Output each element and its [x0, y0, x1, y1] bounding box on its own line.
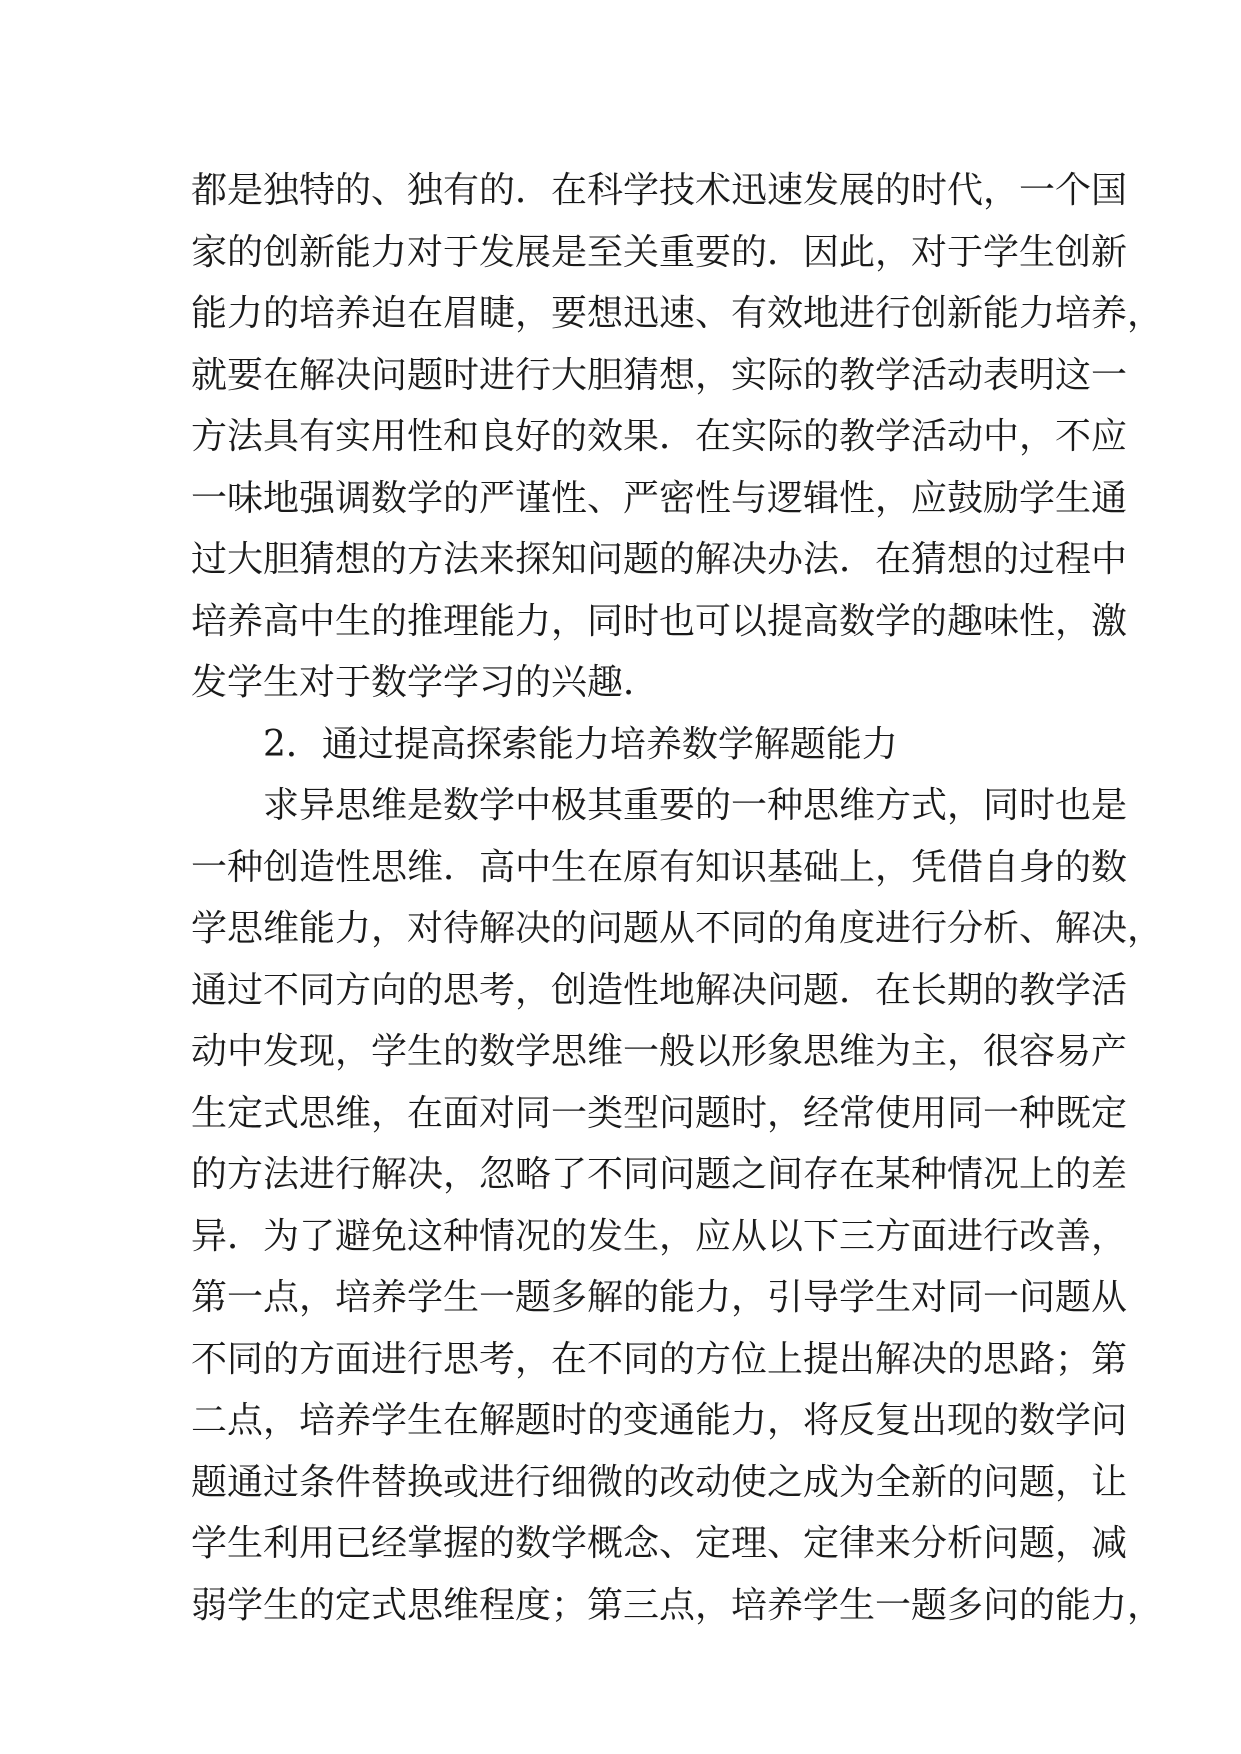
text-line: 弱学生的定式思维程度；第三点，培养学生一题多问的能力， — [191, 1584, 1164, 1626]
text-line: 题通过条件替换或进行细微的改动使之成为全新的问题，让 — [191, 1461, 1128, 1503]
text-line: 不同的方面进行思考，在不同的方位上提出解决的思路；第 — [191, 1338, 1128, 1380]
text-line: 学生利用已经掌握的数学概念、定理、定律来分析问题，减 — [191, 1523, 1128, 1564]
text-line: 发学生对于数学学习的兴趣． — [191, 662, 660, 703]
text-line: 都是独特的、独有的．在科学技术迅速发展的时代，一个国 — [191, 170, 1128, 211]
text-line: 生定式思维，在面对同一类型问题时，经常使用同一种既定 — [191, 1092, 1128, 1134]
text-line: 培养高中生的推理能力，同时也可以提高数学的趣味性，激 — [191, 600, 1128, 642]
text-line: 学思维能力，对待解决的问题从不同的角度进行分析、解决， — [191, 908, 1164, 949]
text-line: 通过不同方向的思考，创造性地解决问题．在长期的教学活 — [191, 969, 1128, 1011]
text-line: 能力的培养迫在眉睫，要想迅速、有效地进行创新能力培养， — [191, 293, 1164, 334]
text-line: 第一点，培养学生一题多解的能力，引导学生对同一问题从 — [191, 1277, 1128, 1318]
paragraph-1 — [191, 160, 1164, 714]
text-line: 方法具有实用性和良好的效果．在实际的教学活动中，不应 — [191, 416, 1128, 457]
text-line: 求异思维是数学中极其重要的一种思维方式，同时也是 — [263, 785, 1128, 826]
document-page — [191, 160, 1164, 1636]
text-line: 动中发现，学生的数学思维一般以形象思维为主，很容易产 — [191, 1031, 1128, 1072]
text-line: 的方法进行解决，忽略了不同问题之间存在某种情况上的差 — [191, 1154, 1128, 1195]
text-line: 过大胆猜想的方法来探知问题的解决办法．在猜想的过程中 — [191, 539, 1128, 580]
text-line: 家的创新能力对于发展是至关重要的．因此，对于学生创新 — [191, 231, 1128, 273]
text-line: 二点，培养学生在解题时的变通能力，将反复出现的数学问 — [191, 1400, 1128, 1441]
section-heading: 2．通过提高探索能力培养数学解题能力 — [263, 723, 898, 765]
paragraph-2 — [191, 775, 1164, 1636]
text-line: 一味地强调数学的严谨性、严密性与逻辑性，应鼓励学生通 — [191, 477, 1128, 519]
text-line: 就要在解决问题时进行大胆猜想，实际的教学活动表明这一 — [191, 354, 1128, 396]
text-line: 异．为了避免这种情况的发生，应从以下三方面进行改善， — [191, 1215, 1128, 1257]
text-line: 一种创造性思维．高中生在原有知识基础上，凭借自身的数 — [191, 846, 1128, 888]
